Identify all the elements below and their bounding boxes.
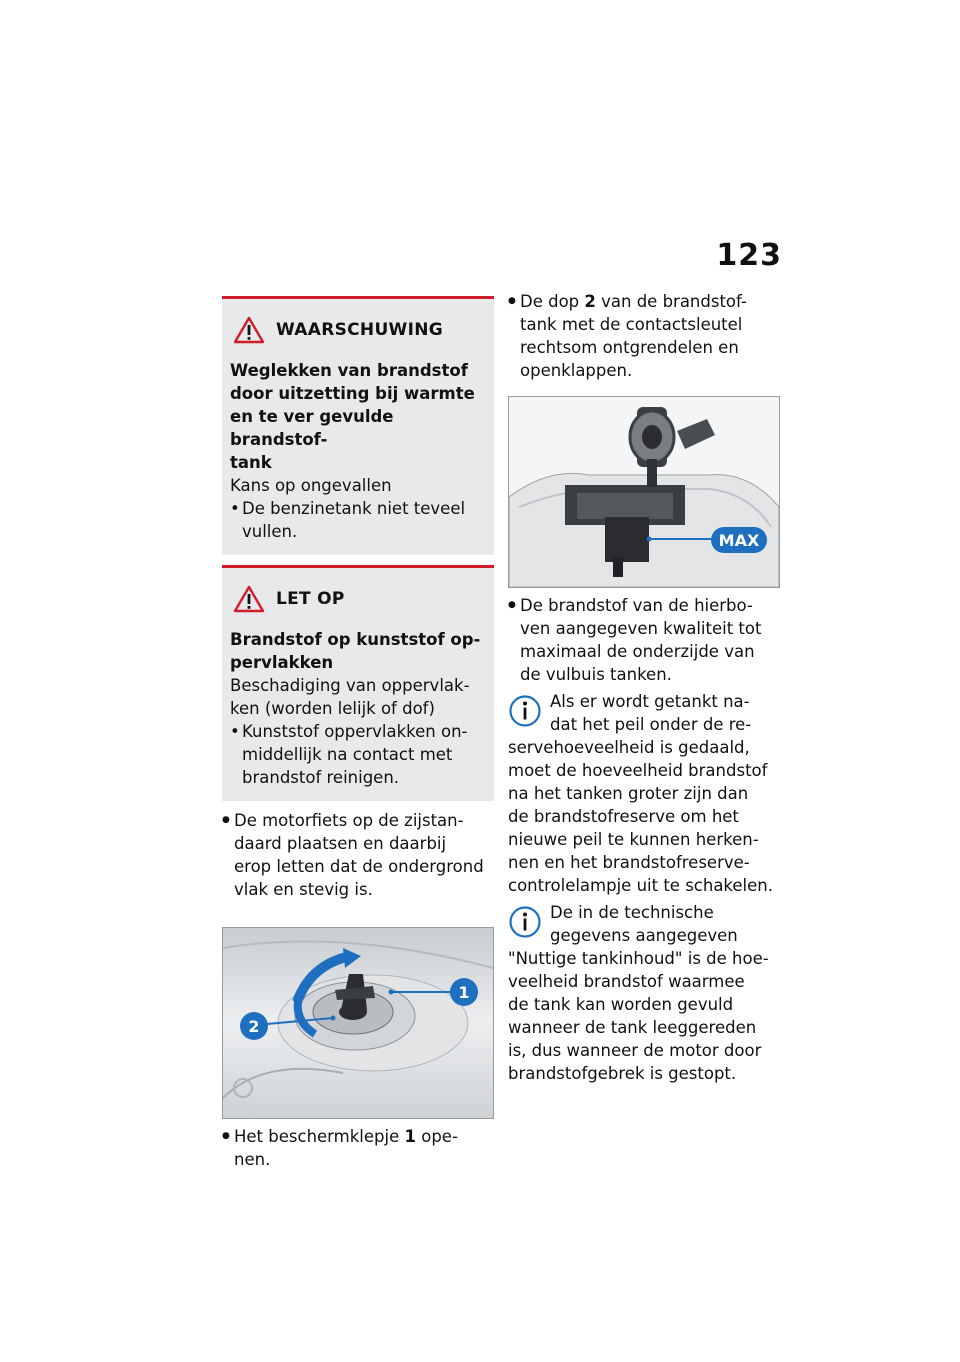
warning-triangle-icon (232, 315, 266, 345)
max-label: MAX (718, 531, 760, 550)
caution-box (222, 565, 494, 801)
warning-box (222, 296, 494, 555)
step-open-flap: ● Het beschermklepje 1 ope- nen. (222, 1125, 494, 1171)
callout-1: 1 (458, 983, 470, 1002)
caution-heading: Brandstof op kunststof op- pervlakken (230, 630, 481, 672)
filler-neck-figure (508, 396, 780, 588)
caution-title: LET OP (276, 589, 345, 609)
warning-header (232, 315, 486, 345)
left-column (222, 296, 494, 1171)
warning-bullet: • De benzinetank niet teveel vullen. (230, 497, 486, 543)
caution-list (230, 720, 486, 789)
filler-neck-illustration (509, 397, 779, 587)
info-tank-capacity: De in de technische gegevens aangegeven "Nuttige tankinhoud" is de hoe- veelheid brandstof waarmee de tank kan worden gevuld wanneer de tank leeggereden is, dus wanneer de motor door brandstofgebrek is gestopt. (508, 903, 769, 1083)
step-side-stand: ● De motorfiets op de zijstan- daard plaatsen en daarbij erop letten dat de ondergrond vlak en stevig is. (222, 809, 494, 901)
callout-2: 2 (248, 1017, 260, 1036)
caution-triangle-icon (232, 584, 266, 614)
warning-list (230, 497, 486, 543)
info-icon (508, 694, 542, 728)
page-number: 123 (716, 238, 782, 273)
warning-cause: Kans op ongevallen (230, 476, 392, 495)
step-unlock-cap: ● De dop 2 van de brandstof- tank met de contactsleutel rechtsom ontgrendelen en openklappen. (508, 290, 783, 382)
info-reserve: Als er wordt getankt na- dat het peil onder de re- servehoeveelheid is gedaald, moet de hoeveelheid brandstof na het tanken groter zijn dan de brandstofreserve om het nieuwe peil te kunnen herken- nen en het brandstofreserve- controlelampje uit te schakelen. (508, 692, 773, 895)
caution-bullet: • Kunststof oppervlakken on- middellijk na contact met brandstof reinigen. (230, 720, 486, 789)
warning-heading: Weglekken van brandstof door uitzetting bij warmte en te ver gevulde brandstof- tank (230, 361, 475, 472)
fuel-cap-figure (222, 927, 494, 1119)
warning-title: WAARSCHUWING (276, 320, 444, 340)
caution-header (232, 584, 486, 614)
step-fill-fuel: ● De brandstof van de hierbo- ven aangegeven kwaliteit tot maximaal de onderzijde van de vulbuis tanken. (508, 594, 783, 686)
caution-cause: Beschadiging van oppervlak- ken (worden lelijk of dof) (230, 676, 470, 718)
fuel-cap-illustration (223, 928, 493, 1118)
right-column (508, 290, 783, 1085)
info-icon (508, 905, 542, 939)
